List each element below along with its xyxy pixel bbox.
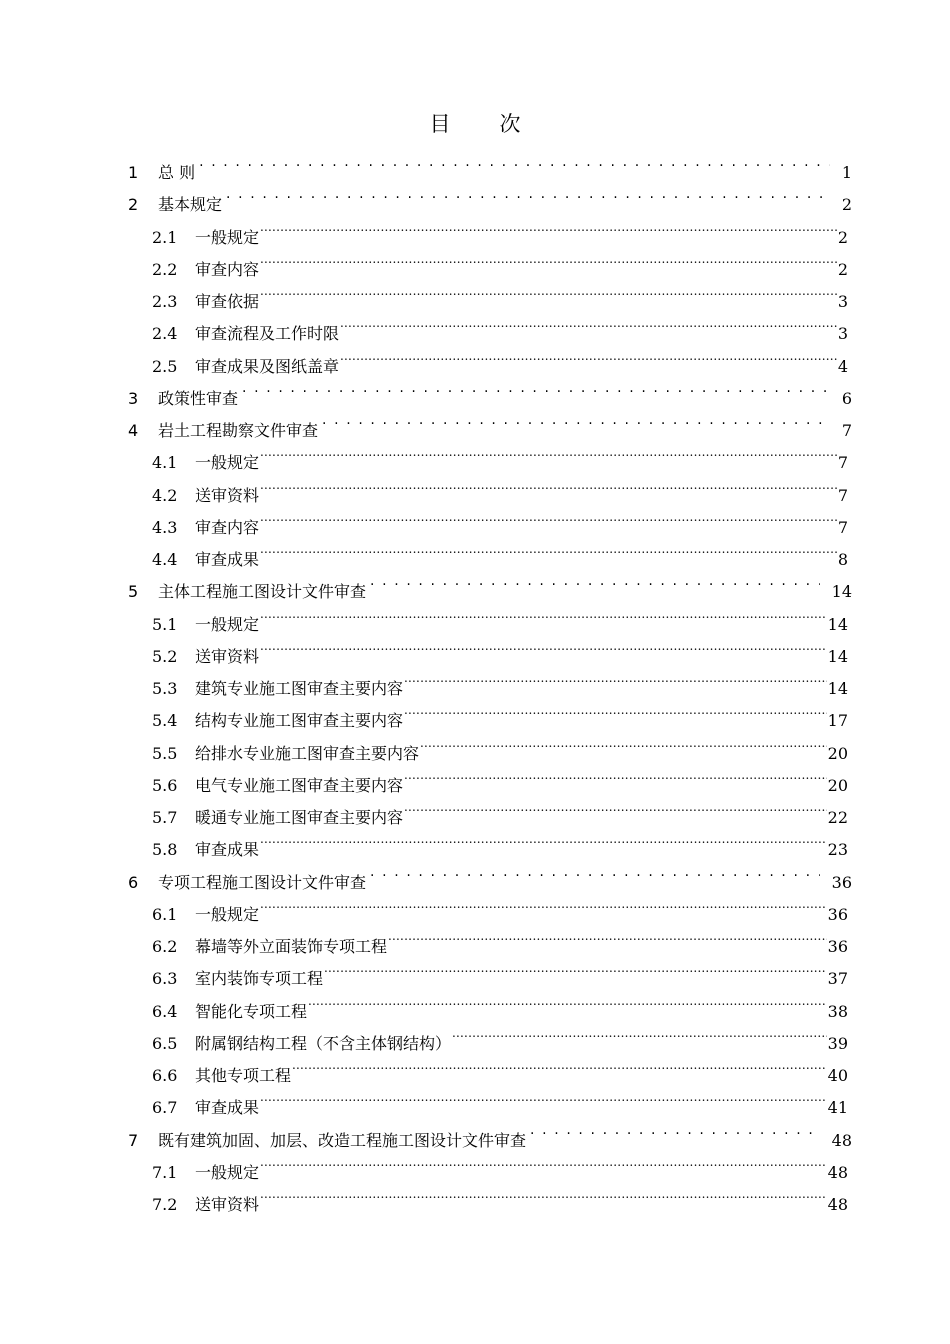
- toc-entry-title: 其他专项工程: [195, 1066, 292, 1085]
- toc-section-entry[interactable]: [152, 598, 848, 634]
- toc-entry-page-number: 48: [827, 1162, 848, 1182]
- toc-dot-leader: [199, 146, 830, 178]
- toc-entry-number: 6.4: [152, 1001, 178, 1021]
- toc-entry-title: 智能化专项工程: [195, 1001, 308, 1021]
- toc-entry-number: 6: [128, 872, 139, 892]
- toc-entry-title: 专项工程施工图设计文件审查: [158, 872, 367, 892]
- toc-entry-title: 幕墙等外立面装饰专项工程: [195, 937, 388, 956]
- toc-entry-page-number: 40: [827, 1066, 848, 1085]
- toc-dot-leader: [404, 662, 827, 694]
- toc-entry-title: 审查依据: [195, 292, 260, 311]
- toc-entry-number: 2.3: [152, 292, 178, 311]
- toc-dot-leader: [452, 1017, 827, 1049]
- toc-entry-page-number: 7: [837, 453, 848, 473]
- toc-section-entry[interactable]: [152, 211, 848, 247]
- toc-entry-number: 1: [128, 163, 139, 182]
- toc-section-entry[interactable]: [152, 307, 848, 344]
- toc-entry-number: 4.1: [152, 453, 178, 473]
- toc-entry-page-number: 2: [837, 227, 848, 247]
- toc-section-entry[interactable]: [152, 1017, 848, 1053]
- toc-chapter-entry[interactable]: [128, 856, 852, 892]
- toc-entry-number: 5.2: [152, 646, 178, 666]
- toc-dot-leader: [260, 598, 827, 630]
- toc-entry-number: 6.5: [152, 1033, 178, 1053]
- toc-entry-page-number: 37: [827, 969, 848, 989]
- toc-entry-number: 4.2: [152, 485, 178, 505]
- toc-section-entry[interactable]: [152, 888, 848, 924]
- toc-entry-page-number: 48: [831, 1130, 852, 1150]
- toc-entry-title: 岩土工程勘察文件审查: [158, 421, 319, 440]
- toc-entry-page-number: 6: [841, 388, 852, 408]
- toc-entry-number: 6.3: [152, 969, 178, 989]
- toc-entry-number: 2.4: [152, 324, 178, 344]
- toc-entry-page-number: 4: [837, 356, 848, 376]
- toc-entry-number: 6.6: [152, 1066, 178, 1085]
- toc-dot-leader: [260, 501, 837, 533]
- toc-entry-number: 5.3: [152, 679, 178, 698]
- toc-entry-number: 4.3: [152, 517, 178, 537]
- toc-entry-title: 政策性审查: [158, 388, 239, 408]
- toc-entry-title: 既有建筑加固、加层、改造工程施工图设计文件审查: [158, 1130, 527, 1150]
- toc-entry-number: 3: [128, 388, 139, 408]
- toc-entry-title: 审查成果: [195, 550, 260, 569]
- toc-section-entry[interactable]: [152, 1178, 848, 1214]
- toc-entry-page-number: 36: [831, 872, 852, 892]
- toc-dot-leader: [530, 1114, 820, 1146]
- toc-dot-leader: [260, 469, 837, 501]
- toc-dot-leader: [260, 533, 837, 565]
- toc-entry-number: 2.2: [152, 259, 178, 279]
- toc-section-entry[interactable]: [152, 985, 848, 1021]
- toc-entry-title: 室内装饰专项工程: [195, 969, 324, 989]
- toc-dot-leader: [260, 823, 827, 855]
- toc-entry-number: 2.5: [152, 356, 178, 376]
- toc-entry-page-number: 7: [837, 517, 848, 537]
- toc-section-entry[interactable]: [152, 823, 848, 860]
- toc-entry-title: 审查成果: [195, 1098, 260, 1118]
- toc-dot-leader: [292, 1049, 827, 1081]
- toc-entry-page-number: 17: [827, 711, 848, 731]
- toc-dot-leader: [404, 694, 827, 726]
- toc-section-entry[interactable]: [152, 759, 848, 795]
- toc-entry-page-number: 14: [827, 614, 848, 634]
- toc-entry-number: 7.2: [152, 1195, 178, 1214]
- toc-entry-page-number: 2: [837, 259, 848, 279]
- toc-dot-leader: [260, 1081, 827, 1113]
- toc-entry-page-number: 14: [831, 582, 852, 602]
- toc-dot-leader: [340, 340, 837, 372]
- toc-entry-title: 送审资料: [195, 485, 260, 505]
- toc-dot-leader: [260, 1146, 827, 1178]
- toc-section-entry[interactable]: [152, 791, 848, 827]
- toc-entry-number: 5.8: [152, 840, 178, 860]
- toc-section-entry[interactable]: [152, 727, 848, 763]
- toc-entry-page-number: 3: [837, 324, 848, 344]
- toc-section-entry[interactable]: [152, 340, 848, 376]
- toc-chapter-entry[interactable]: [128, 372, 852, 408]
- toc-entry-title: 一般规定: [195, 1162, 260, 1182]
- toc-entry-title: 一般规定: [195, 904, 260, 924]
- toc-entry-title: 审查成果及图纸盖章: [195, 356, 340, 376]
- toc-entry-page-number: 36: [827, 904, 848, 924]
- toc-section-entry[interactable]: [152, 1081, 848, 1118]
- toc-entry-page-number: 14: [827, 646, 848, 666]
- toc-dot-leader: [388, 920, 827, 952]
- toc-dot-leader: [260, 888, 827, 920]
- toc-entry-title: 一般规定: [195, 614, 260, 634]
- toc-section-entry[interactable]: [152, 1146, 848, 1182]
- toc-chapter-entry[interactable]: [128, 565, 852, 602]
- toc-entry-title: 主体工程施工图设计文件审查: [158, 582, 367, 602]
- toc-entry-title: 送审资料: [195, 646, 260, 666]
- toc-section-entry[interactable]: [152, 694, 848, 731]
- toc-chapter-entry[interactable]: [128, 404, 852, 440]
- toc-entry-page-number: 2: [841, 195, 852, 215]
- toc-entry-page-number: 1: [841, 163, 852, 182]
- toc-section-entry[interactable]: [152, 533, 848, 569]
- toc-dot-leader: [404, 759, 827, 791]
- toc-section-entry[interactable]: [152, 920, 848, 956]
- toc-entry-number: 7.1: [152, 1162, 178, 1182]
- toc-entry-title: 结构专业施工图审查主要内容: [195, 711, 404, 731]
- toc-entry-page-number: 3: [837, 292, 848, 311]
- toc-entry-title: 附属钢结构工程（不含主体钢结构）: [195, 1033, 452, 1053]
- toc-dot-leader: [260, 1178, 827, 1210]
- toc-dot-leader: [260, 275, 837, 307]
- toc-dot-leader: [260, 436, 837, 468]
- toc-entry-number: 6.2: [152, 937, 178, 956]
- toc-entry-page-number: 20: [827, 743, 848, 763]
- toc-section-entry[interactable]: [152, 436, 848, 473]
- toc-entry-page-number: 48: [827, 1195, 848, 1214]
- toc-entry-title: 电气专业施工图审查主要内容: [195, 775, 404, 795]
- toc-entry-title: 给排水专业施工图审查主要内容: [195, 743, 420, 763]
- toc-section-entry[interactable]: [152, 952, 848, 989]
- toc-entry-title: 一般规定: [195, 453, 260, 473]
- toc-entry-page-number: 23: [827, 840, 848, 860]
- toc-entry-title: 总 则: [158, 163, 196, 182]
- toc-entry-page-number: 7: [841, 421, 852, 440]
- toc-entry-title: 暖通专业施工图审查主要内容: [195, 808, 404, 827]
- toc-entry-page-number: 39: [827, 1033, 848, 1053]
- toc-entry-page-number: 38: [827, 1001, 848, 1021]
- toc-dot-leader: [420, 727, 827, 759]
- toc-section-entry[interactable]: [152, 243, 848, 279]
- toc-section-entry[interactable]: [152, 1049, 848, 1085]
- toc-dot-leader: [324, 952, 827, 984]
- toc-entry-number: 5.7: [152, 808, 178, 827]
- toc-dot-leader: [308, 985, 827, 1017]
- toc-entry-number: 2.1: [152, 227, 178, 247]
- toc-entry-page-number: 20: [827, 775, 848, 795]
- toc-entry-number: 5.5: [152, 743, 178, 763]
- toc-entry-page-number: 41: [827, 1098, 848, 1118]
- toc-dot-leader: [226, 178, 830, 210]
- toc-entry-number: 7: [128, 1130, 139, 1150]
- toc-entry-number: 5.6: [152, 775, 178, 795]
- toc-dot-leader: [260, 243, 837, 275]
- toc-entry-page-number: 36: [827, 937, 848, 956]
- toc-entry-page-number: 7: [837, 485, 848, 505]
- toc-entry-number: 2: [128, 195, 139, 215]
- toc-entry-title: 建筑专业施工图审查主要内容: [195, 679, 404, 698]
- toc-entry-title: 审查内容: [195, 259, 260, 279]
- toc-entry-title: 基本规定: [158, 195, 223, 215]
- toc-section-entry[interactable]: [152, 469, 848, 505]
- toc-section-entry[interactable]: [152, 662, 848, 698]
- page-title: 目 次: [429, 112, 535, 136]
- toc-entry-number: 6.1: [152, 904, 178, 924]
- toc-entry-page-number: 22: [827, 808, 848, 827]
- toc-dot-leader: [260, 211, 837, 243]
- toc-dot-leader: [404, 791, 827, 823]
- toc-entry-page-number: 14: [827, 679, 848, 698]
- toc-chapter-entry[interactable]: [128, 178, 852, 215]
- toc-section-entry[interactable]: [152, 630, 848, 666]
- toc-entry-number: 5: [128, 582, 139, 602]
- toc-entry-number: 5.1: [152, 614, 178, 634]
- toc-dot-leader: [370, 856, 820, 888]
- toc-dot-leader: [242, 372, 830, 404]
- toc-entry-title: 审查成果: [195, 840, 260, 860]
- toc-entry-page-number: 8: [837, 550, 848, 569]
- toc-entry-title: 一般规定: [195, 227, 260, 247]
- toc-dot-leader: [260, 630, 827, 662]
- toc-dot-leader: [370, 565, 820, 597]
- toc-section-entry[interactable]: [152, 275, 848, 311]
- toc-entry-title: 送审资料: [195, 1195, 260, 1214]
- toc-entry-number: 5.4: [152, 711, 178, 731]
- toc-chapter-entry[interactable]: [128, 146, 852, 182]
- toc-dot-leader: [322, 404, 830, 436]
- toc-dot-leader: [340, 307, 837, 339]
- toc-entry-number: 6.7: [152, 1098, 178, 1118]
- toc-section-entry[interactable]: [152, 501, 848, 537]
- toc-entry-number: 4.4: [152, 550, 178, 569]
- toc-entry-number: 4: [128, 421, 139, 440]
- toc-entry-title: 审查内容: [195, 517, 260, 537]
- toc-chapter-entry[interactable]: [128, 1114, 852, 1150]
- toc-entry-title: 审查流程及工作时限: [195, 324, 340, 344]
